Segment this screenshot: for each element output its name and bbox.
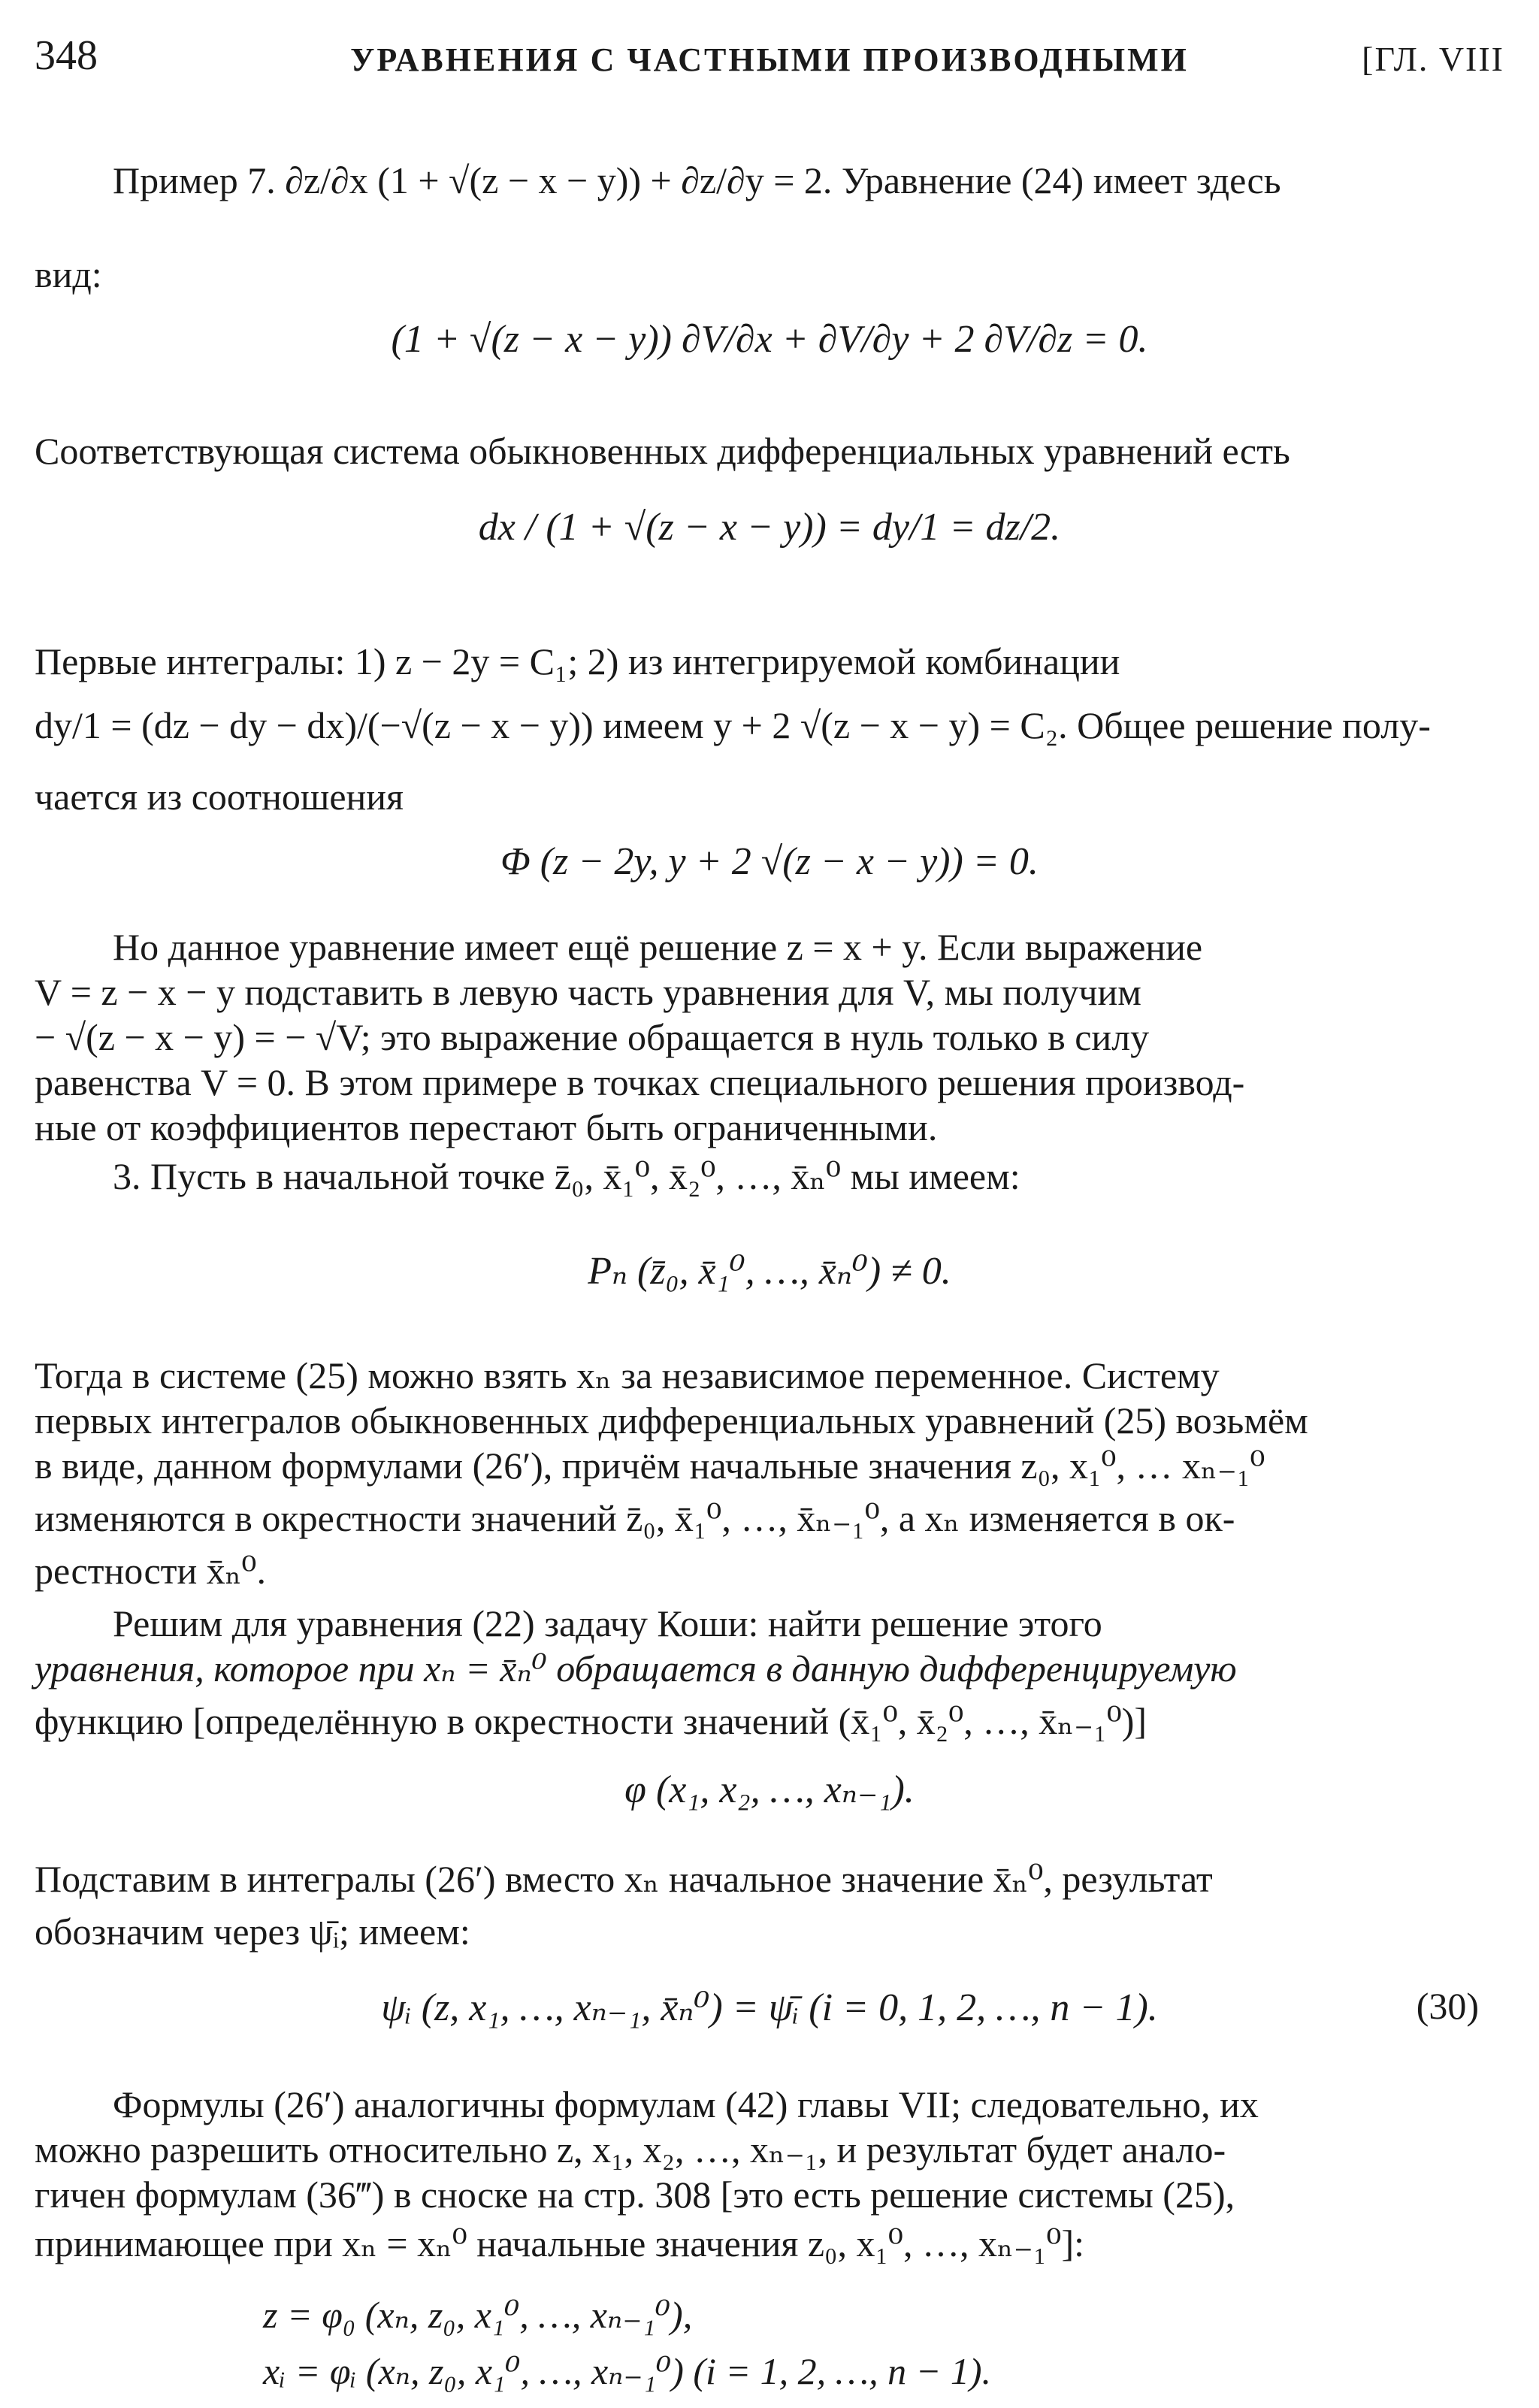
text-line: Первые интегралы: 1) z − 2y = C₁; 2) из интегрируемой комбинации (35, 640, 1120, 682)
text-line: V = z − x − y подставить в левую часть уравнения для V, мы получим (35, 971, 1141, 1013)
equation-characteristic-system: dx / (1 + √(z − x − y)) = dy/1 = dz/2. (478, 506, 1061, 549)
equation-z-solution: z = φ₀ (xₙ, z₀, x₁⁰, …, xₙ₋₁⁰), (263, 2294, 693, 2336)
text-line: в виде, данном формулами (26′), причём начальные значения z₀, x₁⁰, … xₙ₋₁⁰ (35, 1444, 1265, 1487)
text-line: Подставим в интегралы (26′) вместо xₙ начальное значение x̄ₙ⁰, результат (35, 1858, 1213, 1900)
running-title: УРАВНЕНИЯ С ЧАСТНЫМИ ПРОИЗВОДНЫМИ (350, 41, 1189, 78)
text-line: ные от коэффициентов перестают быть ограниченными. (35, 1106, 938, 1148)
cauchy-problem-line: Решим для уравнения (22) задачу Коши: найти решение этого (113, 1602, 1102, 1644)
text-line: равенства V = 0. В этом примере в точках специального решения производ- (35, 1061, 1245, 1103)
text-line: принимающее при xₙ = xₙ⁰ начальные значения z₀, x₁⁰, …, xₙ₋₁⁰]: (35, 2222, 1084, 2264)
text-line: вид: (35, 253, 102, 295)
text-line: Но данное уравнение имеет ещё решение z = x + y. Если выражение (113, 926, 1203, 968)
text-line: можно разрешить относительно z, x₁, x₂, …, xₙ₋₁, и результат будет анало- (35, 2128, 1226, 2171)
page-number: 348 (35, 32, 98, 79)
text-line: Тогда в системе (25) можно взять xₙ за независимое переменное. Систему (35, 1354, 1220, 1396)
text-line: функцию [определённую в окрестности значений (x̄₁⁰, x̄₂⁰, …, x̄ₙ₋₁⁰)] (35, 1700, 1147, 1742)
text-line: − √(z − x − y) = − √V; это выражение обращается в нуль только в силу (35, 1016, 1150, 1058)
section-3-start: 3. Пусть в начальной точке z̄₀, x̄₁⁰, x̄₂⁰, …, x̄ₙ⁰ мы имеем: (113, 1155, 1020, 1197)
equation-number: (30) (1416, 1985, 1479, 2027)
equation-general-solution: Φ (z − 2y, y + 2 √(z − x − y)) = 0. (500, 840, 1039, 883)
text-line: рестности x̄ₙ⁰. (35, 1550, 266, 1592)
text-line: Соответствующая система обыкновенных дифференциальных уравнений есть (35, 430, 1290, 472)
text-line: гичен формулам (36‴) в сноске на стр. 308 [это есть решение системы (25), (35, 2174, 1235, 2216)
text-line: изменяются в окрестности значений z̄₀, x̄₁⁰, …, x̄ₙ₋₁⁰, а xₙ изменяется в ок- (35, 1497, 1235, 1539)
page-header (35, 32, 1504, 92)
text-line: чается из соотношения (35, 776, 404, 818)
text-line: первых интегралов обыкновенных дифференциальных уравнений (25) возьмём (35, 1399, 1308, 1441)
text-line: обозначим через ψ̄ᵢ; имеем: (35, 1910, 470, 1953)
equation-xi-solution: xᵢ = φᵢ (xₙ, z₀, x₁⁰, …, xₙ₋₁⁰) (i = 1, 2, …, n − 1). (263, 2350, 991, 2392)
example-7-statement: Пример 7. ∂z/∂x (1 + √(z − x − y)) + ∂z/∂y = 2. Уравнение (24) имеет здесь (113, 159, 1281, 201)
text-line: Формулы (26′) аналогичны формулам (42) главы VII; следовательно, их (113, 2083, 1259, 2125)
text-line-integrable-combination: dy/1 = (dz − dy − dx)/(−√(z − x − y)) имеем y + 2 √(z − x − y) = C₂. Общее решение полу- (35, 704, 1431, 746)
equation-30: ψᵢ (z, x₁, …, xₙ₋₁, x̄ₙ⁰) = ψ̄ᵢ (i = 0, 1, 2, …, n − 1). (381, 1986, 1158, 2029)
equation-pn-nonzero: Pₙ (z̄₀, x̄₁⁰, …, x̄ₙ⁰) ≠ 0. (588, 1250, 951, 1293)
text-line-italic: уравнения, которое при xₙ = x̄ₙ⁰ обращается в данную дифференцируемую (35, 1647, 1237, 1690)
chapter-reference: [ГЛ. VIII (1362, 40, 1504, 78)
equation-phi-function: φ (x₁, x₂, …, xₙ₋₁). (624, 1768, 915, 1811)
equation-pde-v: (1 + √(z − x − y)) ∂V/∂x + ∂V/∂y + 2 ∂V/∂z = 0. (391, 318, 1148, 361)
